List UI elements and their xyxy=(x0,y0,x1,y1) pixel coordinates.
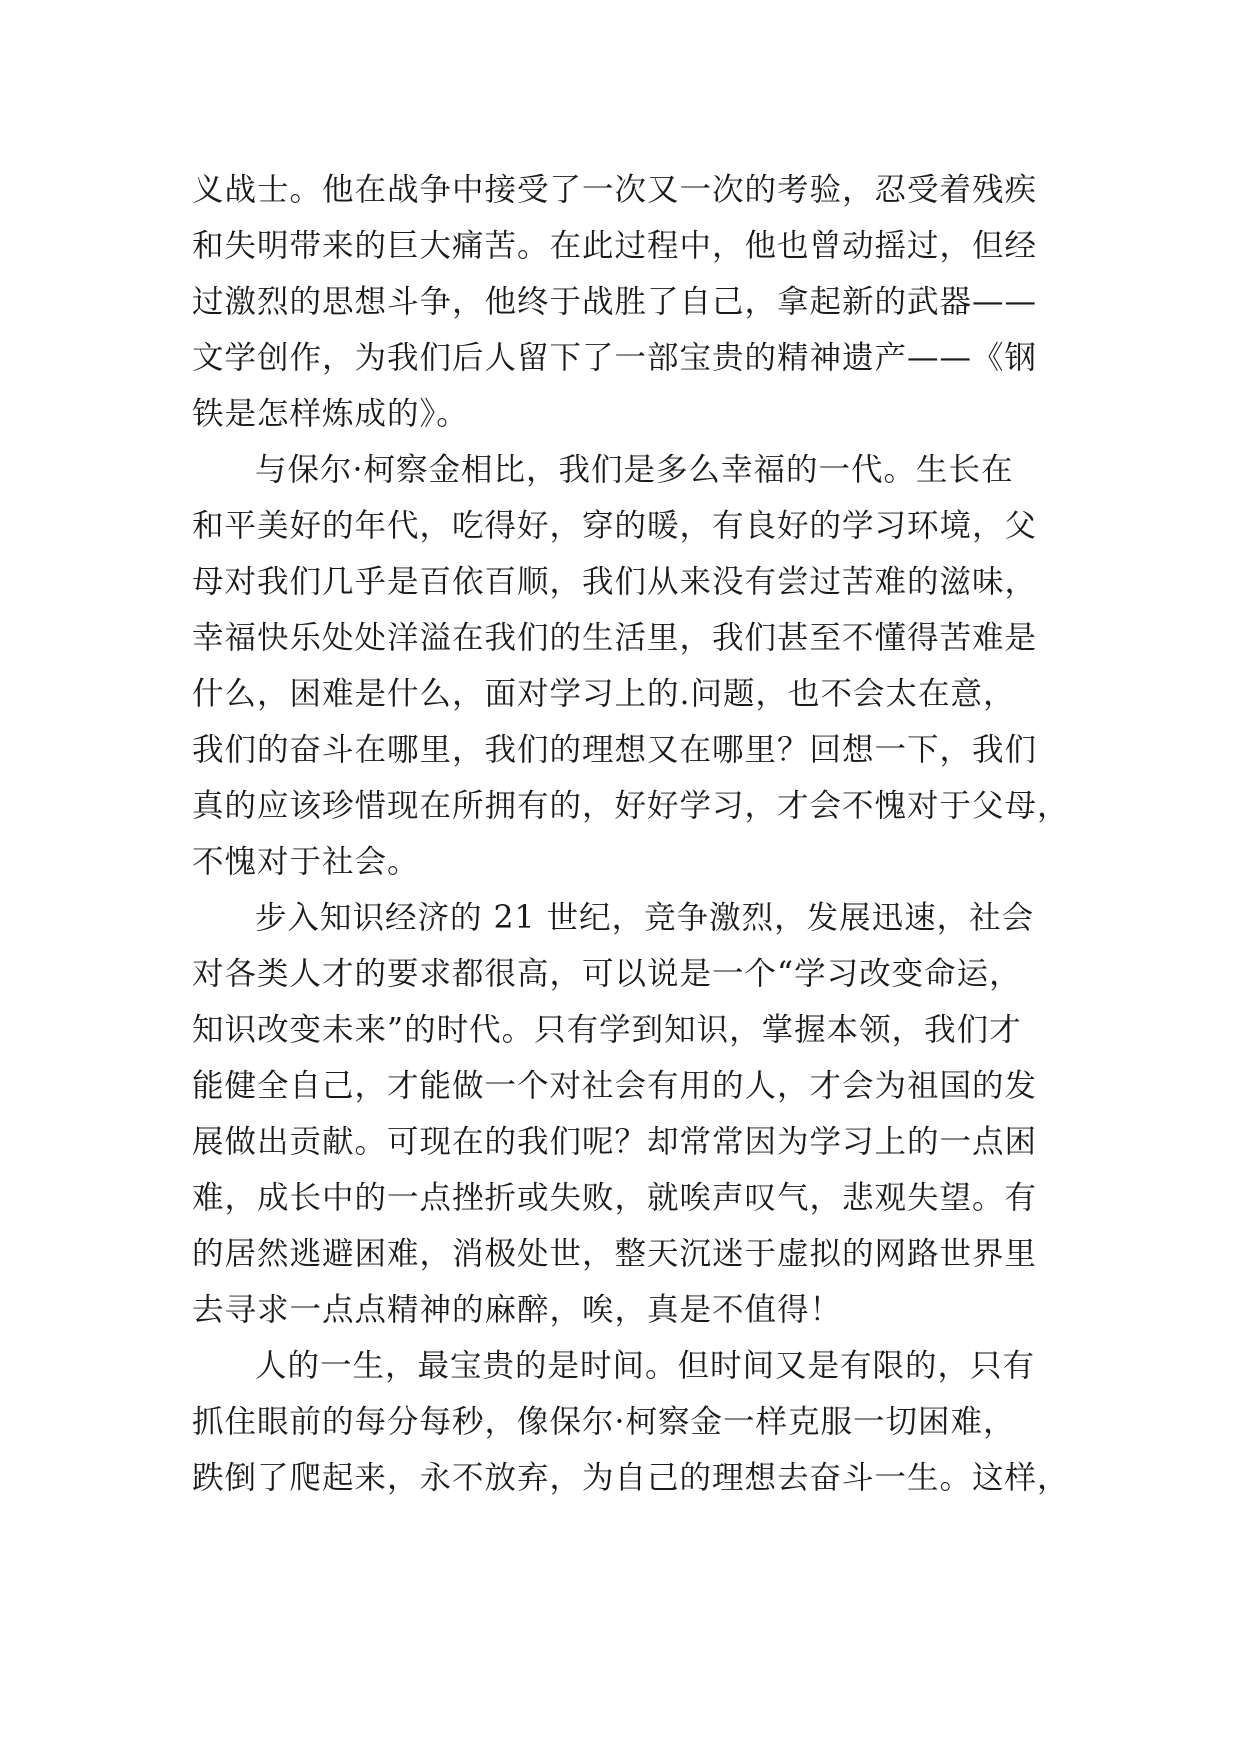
text-line: 义战士。他在战争中接受了一次又一次的考验，忍受着残疾 xyxy=(192,172,1038,208)
text-line: 铁是怎样炼成的》。 xyxy=(192,396,469,432)
paragraph-1 xyxy=(192,162,1062,442)
text-line: 展做出贡献。可现在的我们呢？却常常因为学习上的一点困 xyxy=(192,1124,1038,1160)
text-line: 不愧对于社会。 xyxy=(192,844,420,880)
text-line: 我们的奋斗在哪里，我们的理想又在哪里？回想一下，我们 xyxy=(192,732,1038,768)
text-line: 人的一生，最宝贵的是时间。但时间又是有限的，只有 xyxy=(255,1348,1036,1384)
paragraph-4 xyxy=(192,1338,1070,1506)
text-line: 与保尔·柯察金相比，我们是多么幸福的一代。生长在 xyxy=(255,452,1014,488)
text-line: 能健全自己，才能做一个对社会有用的人，才会为祖国的发 xyxy=(192,1068,1038,1104)
text-line: 过激烈的思想斗争，他终于战胜了自己，拿起新的武器—— xyxy=(192,284,1038,320)
paragraph-3 xyxy=(192,890,1062,1338)
text-line: 幸福快乐处处洋溢在我们的生活里，我们甚至不懂得苦难是 xyxy=(192,620,1038,656)
text-line: 去寻求一点点精神的麻醉，唉，真是不值得！ xyxy=(192,1292,843,1328)
text-line: 真的应该珍惜现在所拥有的，好好学习，才会不愧对于父母， xyxy=(192,788,1070,824)
text-line: 文学创作，为我们后人留下了一部宝贵的精神遗产——《钢 xyxy=(192,340,1038,376)
text-line: 知识改变未来”的时代。只有学到知识，掌握本领，我们才 xyxy=(192,1012,1022,1048)
text-line: 和失明带来的巨大痛苦。在此过程中，他也曾动摇过，但经 xyxy=(192,228,1038,264)
text-line: 跌倒了爬起来，永不放弃，为自己的理想去奋斗一生。这样， xyxy=(192,1460,1070,1496)
text-line: 的居然逃避困难，消极处世，整天沉迷于虚拟的网路世界里 xyxy=(192,1236,1038,1272)
document-body xyxy=(192,162,1070,1506)
text-line: 母对我们几乎是百依百顺，我们从来没有尝过苦难的滋味， xyxy=(192,564,1038,600)
text-line: 和平美好的年代，吃得好，穿的暖，有良好的学习环境，父 xyxy=(192,508,1038,544)
text-line: 对各类人才的要求都很高，可以说是一个“学习改变命运， xyxy=(192,956,1022,992)
text-line: 步入知识经济的 21 世纪，竞争激烈，发展迅速，社会 xyxy=(255,900,1035,936)
text-line: 难，成长中的一点挫折或失败，就唉声叹气，悲观失望。有 xyxy=(192,1180,1038,1216)
text-line: 抓住眼前的每分每秒，像保尔·柯察金一样克服一切困难， xyxy=(192,1404,1016,1440)
paragraph-2 xyxy=(192,442,1070,890)
text-line: 什么，困难是什么，面对学习上的.问题，也不会太在意， xyxy=(192,676,1016,712)
